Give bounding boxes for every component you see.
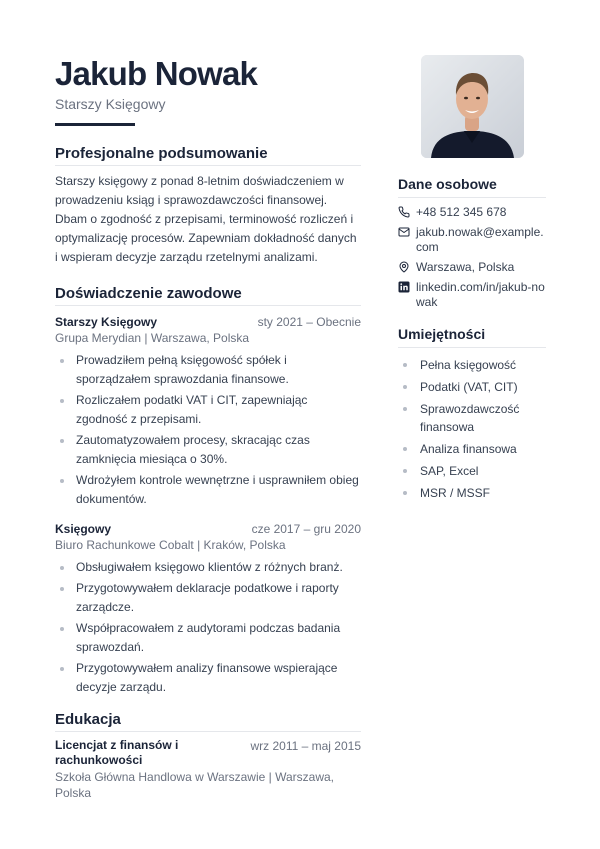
side-column: [398, 55, 546, 506]
skill-text: Sprawozdawczość finansowa: [420, 402, 520, 434]
job-organization: Biuro Rachunkowe Cobalt | Kraków, Polska: [55, 538, 286, 552]
candidate-title: Starszy Księgowy: [55, 96, 166, 112]
contact-email[interactable]: [398, 225, 546, 255]
linkedin-url: linkedin.com/in/jakub-nowak: [416, 280, 545, 309]
bullet-dot-icon: [403, 385, 407, 389]
phone-icon: [398, 206, 410, 218]
job-dates: cze 2017 – gru 2020: [251, 522, 361, 536]
skill-item: [398, 356, 546, 374]
bullet-dot-icon: [60, 667, 64, 671]
contact-location: [398, 260, 546, 275]
skills-list: [398, 356, 546, 502]
skill-item: [398, 484, 546, 502]
bullet-item: [55, 619, 361, 657]
summary-text: Starszy księgowy z ponad 8-letnim doświadczeniem w prowadzeniu ksiąg i sprawozdawczości finansowej. Dbam o zgodność z przepisami, terminowość rozliczeń i optymalizację procesów. Zapewniam dokładność danych i wspieram decyzje zarządu rzetelnymi analizami.: [55, 174, 357, 264]
contact-phone[interactable]: [398, 205, 546, 220]
section-heading-education: Edukacja: [55, 711, 361, 732]
skill-item: [398, 440, 546, 458]
bullet-text: Obsługiwałem księgowo klientów z różnych branż.: [76, 560, 343, 574]
degree-title: Licencjat z finansów i rachunkowości: [55, 738, 179, 767]
bullet-item: [55, 659, 361, 697]
skill-text: Podatki (VAT, CIT): [420, 380, 518, 394]
contact-linkedin[interactable]: [398, 280, 546, 310]
skill-text: MSR / MSSF: [420, 486, 491, 500]
job-bullets: [55, 558, 361, 697]
education-entry: [55, 738, 361, 801]
job-bullets: [55, 351, 361, 509]
bullet-dot-icon: [60, 439, 64, 443]
experience-section: [55, 285, 361, 697]
bullet-item: [55, 471, 361, 509]
bullet-item: [55, 558, 361, 577]
job-title: Starszy Księgowy: [55, 315, 158, 329]
bullet-dot-icon: [403, 363, 407, 367]
linkedin-icon: [398, 281, 410, 293]
bullet-dot-icon: [60, 479, 64, 483]
bullet-dot-icon: [60, 566, 64, 570]
bullet-dot-icon: [60, 359, 64, 363]
summary-section: [55, 145, 361, 267]
name-underline: [55, 123, 135, 126]
portrait-illustration: [421, 55, 524, 158]
bullet-item: [55, 579, 361, 617]
education-section: [55, 711, 361, 801]
skill-item: [398, 378, 546, 396]
main-column: [55, 55, 361, 801]
profile-photo: [421, 55, 524, 158]
bullet-text: Współpracowałem z audytorami podczas badania sprawozdań.: [76, 621, 341, 654]
bullet-dot-icon: [60, 587, 64, 591]
bullet-text: Zautomatyzowałem procesy, skracając czas zamknięcia miesiąca o 30%.: [76, 433, 310, 466]
section-heading-summary: Profesjonalne podsumowanie: [55, 145, 361, 166]
skill-text: Pełna księgowość: [420, 358, 517, 372]
bullet-text: Prowadziłem pełną księgowość spółek i sporządzałem sprawozdania finansowe.: [76, 353, 289, 386]
skill-text: Analiza finansowa: [420, 442, 517, 456]
location-text: Warszawa, Polska: [416, 260, 515, 274]
bullet-dot-icon: [403, 407, 407, 411]
section-heading-personal: Dane osobowe: [398, 176, 546, 198]
bullet-dot-icon: [403, 447, 407, 451]
email-address: jakub.nowak@example.com: [416, 225, 544, 254]
job-entry: [55, 314, 361, 509]
bullet-text: Przygotowywałem analizy finansowe wspierające decyzje zarządu.: [76, 661, 338, 694]
candidate-name: Jakub Nowak: [55, 55, 258, 92]
bullet-item: [55, 431, 361, 469]
bullet-dot-icon: [60, 627, 64, 631]
skill-item: [398, 400, 546, 436]
bullet-text: Rozliczałem podatki VAT i CIT, zapewniając zgodność z przepisami.: [76, 393, 308, 426]
phone-number: +48 512 345 678: [416, 205, 507, 219]
bullet-item: [55, 351, 361, 389]
skills-section: [398, 326, 546, 502]
bullet-dot-icon: [60, 399, 64, 403]
personal-details-section: [398, 176, 546, 310]
job-organization: Grupa Merydian | Warszawa, Polska: [55, 331, 250, 345]
skill-item: [398, 462, 546, 480]
job-title: Księgowy: [55, 522, 112, 536]
bullet-text: Wdrożyłem kontrole wewnętrzne i usprawniłem obieg dokumentów.: [76, 473, 359, 506]
envelope-icon: [398, 226, 410, 238]
job-entry: [55, 521, 361, 697]
school-name: Szkoła Główna Handlowa w Warszawie | Warszawa, Polska: [55, 770, 334, 800]
job-dates: sty 2021 – Obecnie: [257, 315, 361, 329]
section-heading-experience: Doświadczenie zawodowe: [55, 285, 361, 306]
section-heading-skills: Umiejętności: [398, 326, 546, 348]
bullet-dot-icon: [403, 491, 407, 495]
skill-text: SAP, Excel: [420, 464, 479, 478]
bullet-dot-icon: [403, 469, 407, 473]
education-dates: wrz 2011 – maj 2015: [250, 739, 361, 753]
bullet-item: [55, 391, 361, 429]
bullet-text: Przygotowywałem deklaracje podatkowe i raporty zarządcze.: [76, 581, 339, 614]
map-pin-icon: [398, 261, 410, 273]
